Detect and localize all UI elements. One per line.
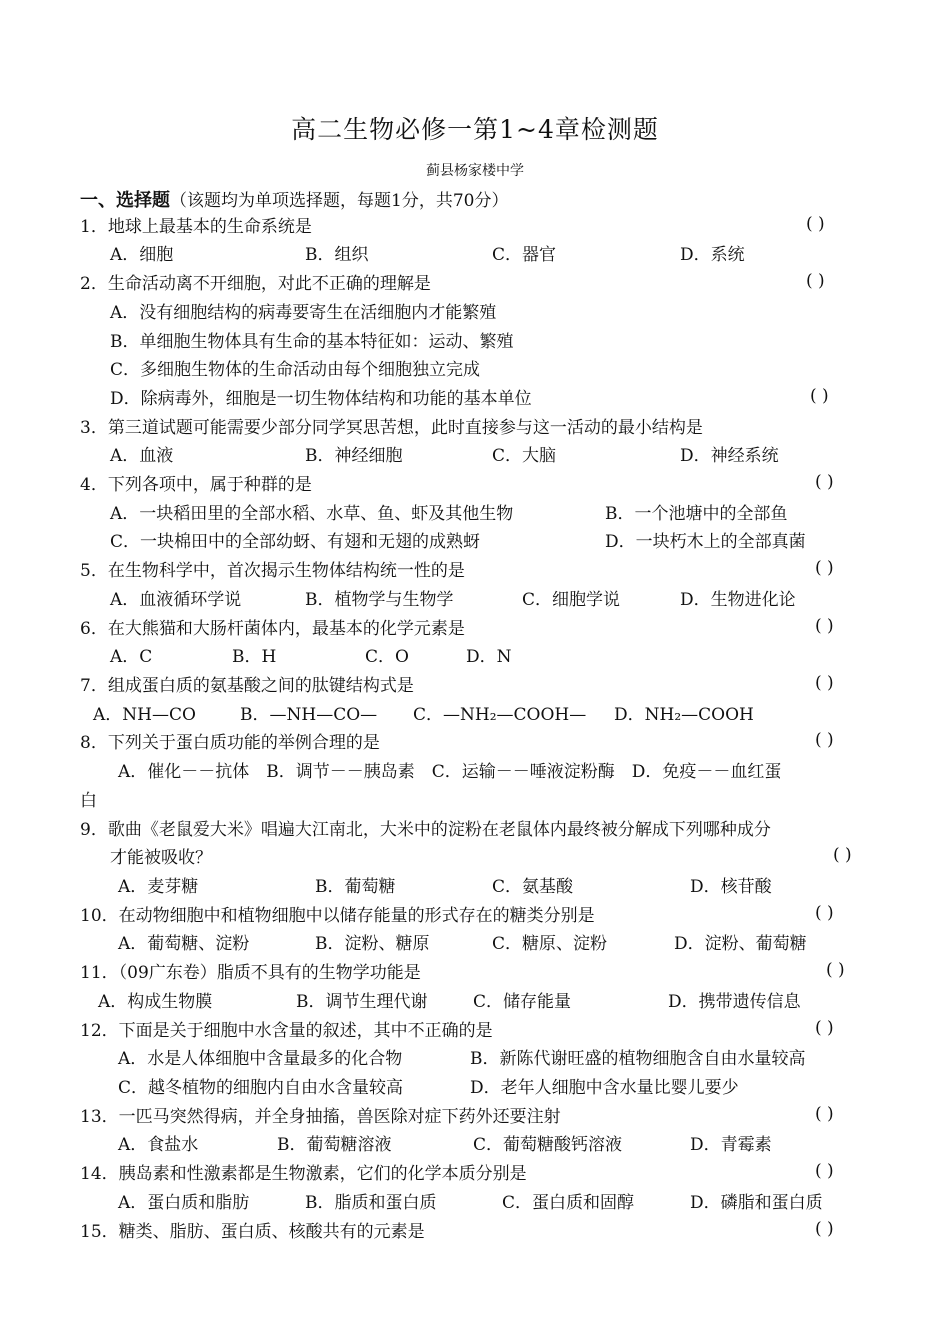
option: D．核苷酸 [690,877,772,897]
option: B．淀粉、糖原 [315,934,430,954]
answer-blank[interactable]: ( ) [806,214,825,234]
answer-blank[interactable]: ( ) [833,845,852,865]
question-stem: 5．在生物科学中，首次揭示生物体结构统一性的是 [80,561,465,581]
option: D．NH₂—COOH [614,705,754,725]
answer-blank[interactable]: ( ) [815,616,834,636]
option: A．血液循环学说 [110,590,242,610]
answer-blank[interactable]: ( ) [815,1161,834,1181]
option: C．蛋白质和固醇 [502,1193,635,1213]
option: A．构成生物膜 [98,992,213,1012]
question-stem: 13．一匹马突然得病，并全身抽搐，兽医除对症下药外还要注射 [80,1107,561,1127]
section-heading [80,186,508,212]
section-note: （该题均为单项选择题，每题1分，共70分） [170,191,509,211]
option: B．脂质和蛋白质 [305,1193,437,1213]
option: D．神经系统 [680,446,779,466]
question-stem: 1．地球上最基本的生命系统是 [80,217,312,237]
option: C．葡萄糖酸钙溶液 [473,1135,623,1155]
option: A．食盐水 [118,1135,199,1155]
question-stem: 15．糖类、脂肪、蛋白质、核酸共有的元素是 [80,1222,425,1242]
option: C．O [365,647,409,667]
option: C．—NH₂—COOH— [413,705,587,725]
question-stem: 7．组成蛋白质的氨基酸之间的肽键结构式是 [80,676,414,696]
option: B．调节生理代谢 [296,992,428,1012]
option: C．多细胞生物体的生命活动由每个细胞独立完成 [110,360,481,380]
option: C．细胞学说 [522,590,621,610]
answer-blank[interactable]: ( ) [815,730,834,750]
option: C．糖原、淀粉 [492,934,608,954]
question-stem: 11．（09广东卷）脂质不具有的生物学功能是 [80,963,421,983]
option: D．系统 [680,245,745,265]
option: D．老年人细胞中含水量比婴儿要少 [470,1078,739,1098]
option: B．植物学与生物学 [305,590,454,610]
answer-blank[interactable]: ( ) [815,1018,834,1038]
option: B．新陈代谢旺盛的植物细胞含自由水量较高 [470,1049,806,1069]
question-stem: 10．在动物细胞中和植物细胞中以储存能量的形式存在的糖类分别是 [80,906,595,926]
answer-blank[interactable]: ( ) [806,271,825,291]
answer-blank[interactable]: ( ) [815,673,834,693]
options-row: A．催化－－抗体 B．调节－－胰岛素 C．运输－－唾液淀粉酶 D．免疫－－血红蛋 [118,762,782,782]
option: B．一个池塘中的全部鱼 [605,504,788,524]
option: B．H [232,647,277,667]
option: D．一块朽木上的全部真菌 [605,532,806,552]
option: C．器官 [492,245,557,265]
school-name: 蓟县杨家楼中学 [426,163,524,179]
question-stem: 8．下列关于蛋白质功能的举例合理的是 [80,733,380,753]
answer-blank[interactable]: ( ) [815,1104,834,1124]
option: A．蛋白质和脂肪 [118,1193,250,1213]
option: B．神经细胞 [305,446,403,466]
option: B．葡萄糖 [315,877,396,897]
option: D．生物进化论 [680,590,796,610]
option: B．—NH—CO— [240,705,378,725]
question-stem: 14．胰岛素和性激素都是生物激素，它们的化学本质分别是 [80,1164,527,1184]
question-stem-continued: 才能被吸收？ [110,848,212,868]
option: A．麦芽糖 [118,877,199,897]
option: A．细胞 [110,245,174,265]
option: D．淀粉、葡萄糖 [674,934,807,954]
page-title: 高二生物必修一第1~4章检测题 [291,115,659,144]
option: C．储存能量 [473,992,572,1012]
answer-blank[interactable]: ( ) [815,558,834,578]
option: A．葡萄糖、淀粉 [118,934,250,954]
option: C．氨基酸 [492,877,574,897]
option: A．C [110,647,153,667]
option: D．磷脂和蛋白质 [690,1193,823,1213]
answer-blank[interactable]: ( ) [826,960,845,980]
answer-blank[interactable]: ( ) [815,1219,834,1239]
section-title: 一、选择题 [80,190,170,211]
answer-blank[interactable]: ( ) [810,386,829,406]
question-stem: 9．歌曲《老鼠爱大米》唱遍大江南北，大米中的淀粉在老鼠体内最终被分解成下列哪种成分 [80,820,771,840]
option: A．水是人体细胞中含量最多的化合物 [118,1049,403,1069]
option: A．血液 [110,446,174,466]
option: D．除病毒外，细胞是一切生物体结构和功能的基本单位 [110,389,532,409]
option: B．组织 [305,245,369,265]
option: A．没有细胞结构的病毒要寄生在活细胞内才能繁殖 [110,303,497,323]
options-wrap: 白 [80,791,97,811]
option: B．单细胞生物体具有生命的基本特征如：运动、繁殖 [110,332,514,352]
option: C．越冬植物的细胞内自由水含量较高 [118,1078,404,1098]
question-stem: 6．在大熊猫和大肠杆菌体内，最基本的化学元素是 [80,619,465,639]
option: D．N [466,647,512,667]
question-stem: 12．下面是关于细胞中水含量的叙述，其中不正确的是 [80,1021,493,1041]
option: B．葡萄糖溶液 [277,1135,392,1155]
option: C．一块棉田中的全部幼蚜、有翅和无翅的成熟蚜 [110,532,481,552]
option: A．一块稻田里的全部水稻、水草、鱼、虾及其他生物 [110,504,514,524]
question-stem: 2．生命活动离不开细胞，对此不正确的理解是 [80,274,431,294]
answer-blank[interactable]: ( ) [815,903,834,923]
question-stem: 4．下列各项中，属于种群的是 [80,475,312,495]
option: D．青霉素 [690,1135,772,1155]
answer-blank[interactable]: ( ) [815,472,834,492]
option: D．携带遗传信息 [668,992,801,1012]
question-stem: 3．第三道试题可能需要少部分同学冥思苦想，此时直接参与这一活动的最小结构是 [80,418,703,438]
option: A．NH—CO [93,705,196,725]
option: C．大脑 [492,446,557,466]
